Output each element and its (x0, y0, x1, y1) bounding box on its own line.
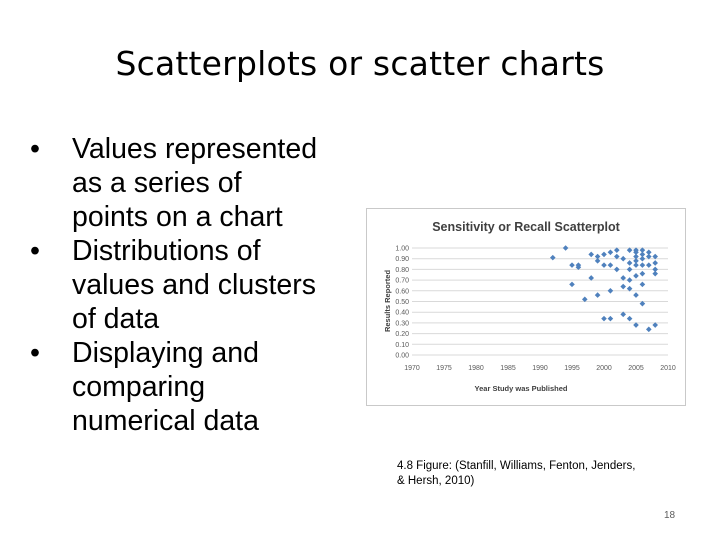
bullet-line: • Values represented (72, 133, 318, 165)
data-point (646, 327, 652, 333)
data-point (633, 292, 639, 298)
data-point (627, 316, 633, 322)
y-tick-label: 0.20 (395, 331, 409, 339)
x-tick-label: 1970 (404, 365, 420, 372)
data-point (608, 249, 614, 255)
y-tick-label: 0.00 (395, 352, 409, 360)
data-point (588, 252, 594, 258)
data-point (640, 256, 646, 262)
x-tick-label: 2005 (628, 365, 644, 372)
x-tick-label: 2000 (596, 365, 612, 372)
y-tick-label: 0.10 (395, 341, 409, 349)
bullet-line: numerical data (72, 405, 259, 437)
y-tick-label: 0.80 (395, 266, 409, 274)
x-tick-label: 1990 (532, 365, 548, 372)
y-tick-label: 0.30 (395, 320, 409, 328)
slide-title: Scatterplots or scatter charts (115, 44, 605, 83)
y-tick-label: 0.70 (395, 277, 409, 285)
data-point (608, 288, 614, 294)
bullet-line: comparing (72, 371, 206, 403)
y-tick-label: 0.50 (395, 299, 409, 306)
y-axis-title: Results Reported (383, 269, 392, 333)
data-point (640, 262, 646, 268)
x-tick-label: 1985 (500, 365, 516, 372)
x-tick-label: 1995 (564, 365, 580, 372)
bullet-line: of data (72, 303, 160, 335)
data-point (652, 271, 658, 277)
x-axis-title: Year Study was Published (474, 384, 568, 393)
data-point (563, 245, 569, 251)
y-tick-label: 0.60 (395, 288, 409, 296)
data-point (595, 292, 601, 298)
data-point (640, 271, 646, 277)
bullet-item (30, 234, 360, 336)
y-tick-label: 0.90 (395, 256, 409, 264)
bullet-item (30, 132, 360, 234)
scatter-chart-figure (366, 208, 686, 406)
data-point (601, 316, 607, 322)
data-point (608, 316, 614, 322)
data-point (550, 255, 556, 261)
y-tick-label: 1.00 (395, 245, 409, 253)
data-point (601, 252, 607, 258)
data-point (652, 260, 658, 266)
bullet-item (30, 336, 360, 438)
x-tick-label: 2010 (660, 365, 676, 372)
caption-line: 4.8 Figure: (Stanfill, Williams, Fenton, Jenders, (397, 460, 636, 472)
data-point (569, 282, 575, 288)
y-tick-label: 0.40 (395, 309, 409, 317)
bullet-line: as a series of (72, 167, 242, 199)
figure-caption (397, 459, 677, 489)
data-point (614, 267, 620, 273)
data-point (569, 262, 575, 268)
page-number: 18 (664, 510, 676, 521)
data-point (608, 262, 614, 268)
data-point (627, 267, 633, 273)
bullet-line: • Distributions of (72, 235, 261, 267)
chart-title: Sensitivity or Recall Scatterplot (432, 220, 620, 234)
data-point (633, 262, 639, 268)
bullet-line: • Displaying and (72, 337, 259, 369)
data-point (646, 262, 652, 268)
x-tick-label: 1975 (436, 365, 452, 372)
bullet-line: values and clusters (72, 269, 316, 301)
data-point (627, 260, 633, 266)
data-point (620, 256, 626, 262)
data-point (620, 284, 626, 290)
caption-line: & Hersh, 2010) (397, 475, 475, 487)
data-point (627, 277, 633, 283)
x-tick-label: 1980 (468, 365, 484, 372)
data-point (633, 273, 639, 279)
data-point (601, 262, 607, 268)
bullet-list (30, 132, 360, 438)
scatter-chart (367, 209, 685, 405)
bullet-line: points on a chart (72, 201, 283, 233)
data-point (640, 282, 646, 288)
